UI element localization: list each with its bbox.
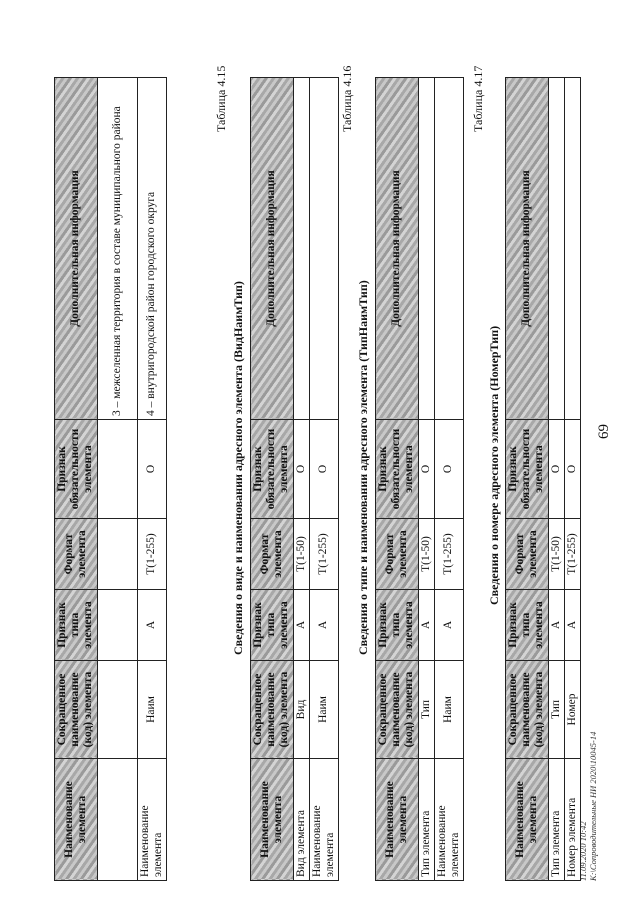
cell-name [97, 759, 137, 881]
cell-info [309, 78, 338, 420]
cell-info: 3 – межселенная территория в составе муниципального района [97, 78, 137, 420]
header-type: Признак типа элемента [55, 590, 98, 661]
cell-info [418, 78, 434, 420]
cell-name: Тип элемента [548, 759, 564, 881]
cell-format: T(1-50) [548, 519, 564, 590]
cell-required: О [418, 420, 434, 519]
cell-type: А [434, 590, 463, 661]
table-4-16 [375, 77, 464, 881]
cell-info [293, 78, 309, 420]
table-4-17 [505, 77, 581, 881]
cell-format: T(1-50) [418, 519, 434, 590]
header-info: Дополнительная информация [251, 78, 294, 420]
table-4-15-number: Таблица 4.15 [214, 65, 228, 132]
table-4-15-caption: Сведения о виде и наименовании адресного элемента (ВидНаимТип) [231, 281, 245, 655]
cell-short: Номер [564, 661, 580, 759]
cell-format: T(1-255) [309, 519, 338, 590]
header-type: Признак типа элемента [376, 590, 419, 661]
cell-type: А [564, 590, 580, 661]
header-required: Признак обязательности элемента [506, 420, 549, 519]
cell-short: Наим [309, 661, 338, 759]
cell-name: Тип элемента [418, 759, 434, 881]
header-format: Формат элемента [55, 519, 98, 590]
header-name: Наименование элемента [251, 759, 294, 881]
cell-required: О [309, 420, 338, 519]
cell-info [548, 78, 564, 420]
header-required: Признак обязательности элемента [251, 420, 294, 519]
cell-type: А [309, 590, 338, 661]
cell-required: О [137, 420, 166, 519]
table-continuation [54, 77, 167, 881]
cell-short: Тип [548, 661, 564, 759]
cell-short: Тип [418, 661, 434, 759]
header-short: Сокращенное наименование (код) элемента [251, 661, 294, 759]
cell-required: О [293, 420, 309, 519]
header-info: Дополнительная информация [376, 78, 419, 420]
header-name: Наименование элемента [55, 759, 98, 881]
header-name: Наименование элемента [506, 759, 549, 881]
header-format: Формат элемента [506, 519, 549, 590]
cell-format: T(1-255) [564, 519, 580, 590]
cell-name: Наименование элемента [434, 759, 463, 881]
cell-format: T(1-50) [293, 519, 309, 590]
cell-type: А [418, 590, 434, 661]
file-stamp-path: К:\Сопроводительные НИ 2020\10045-14 [587, 731, 598, 881]
table-4-15 [250, 77, 339, 881]
header-info: Дополнительная информация [506, 78, 549, 420]
page-number: 69 [596, 424, 612, 439]
cell-name: Наименование элемента [309, 759, 338, 881]
cell-required: О [434, 420, 463, 519]
header-format: Формат элемента [251, 519, 294, 590]
header-short: Сокращенное наименование (код) элемента [506, 661, 549, 759]
header-name: Наименование элемента [376, 759, 419, 881]
cell-short: Наим [434, 661, 463, 759]
cell-name: Номер элемента [564, 759, 580, 881]
cell-info [434, 78, 463, 420]
file-stamp-date: 11.09.2020 10:42 [578, 821, 588, 881]
cell-required: О [548, 420, 564, 519]
cell-short [97, 661, 137, 759]
header-type: Признак типа элемента [506, 590, 549, 661]
table-4-16-number: Таблица 4.16 [340, 65, 354, 132]
file-stamp [579, 732, 599, 881]
cell-format: T(1-255) [434, 519, 463, 590]
cell-type: А [137, 590, 166, 661]
header-short: Сокращенное наименование (код) элемента [55, 661, 98, 759]
header-info: Дополнительная информация [55, 78, 98, 420]
cell-format: T(1-255) [137, 519, 166, 590]
cell-type: А [548, 590, 564, 661]
cell-short: Наим [137, 661, 166, 759]
cell-type [97, 590, 137, 661]
cell-type: А [293, 590, 309, 661]
cell-required [97, 420, 137, 519]
table-4-16-caption: Сведения о типе и наименовании адресного элемента (ТипНаимТип) [356, 280, 370, 655]
cell-name: Вид элемента [293, 759, 309, 881]
header-format: Формат элемента [376, 519, 419, 590]
header-short: Сокращенное наименование (код) элемента [376, 661, 419, 759]
header-required: Признак обязательности элемента [55, 420, 98, 519]
header-type: Признак типа элемента [251, 590, 294, 661]
table-4-17-caption: Сведения о номере адресного элемента (НомерТип) [487, 325, 501, 605]
cell-format [97, 519, 137, 590]
table-4-17-number: Таблица 4.17 [471, 65, 485, 132]
cell-info: 4 – внутригородской район городского округа [137, 78, 166, 420]
cell-required: О [564, 420, 580, 519]
cell-name: Наименование элемента [137, 759, 166, 881]
cell-info [564, 78, 580, 420]
header-required: Признак обязательности элемента [376, 420, 419, 519]
cell-short: Вид [293, 661, 309, 759]
